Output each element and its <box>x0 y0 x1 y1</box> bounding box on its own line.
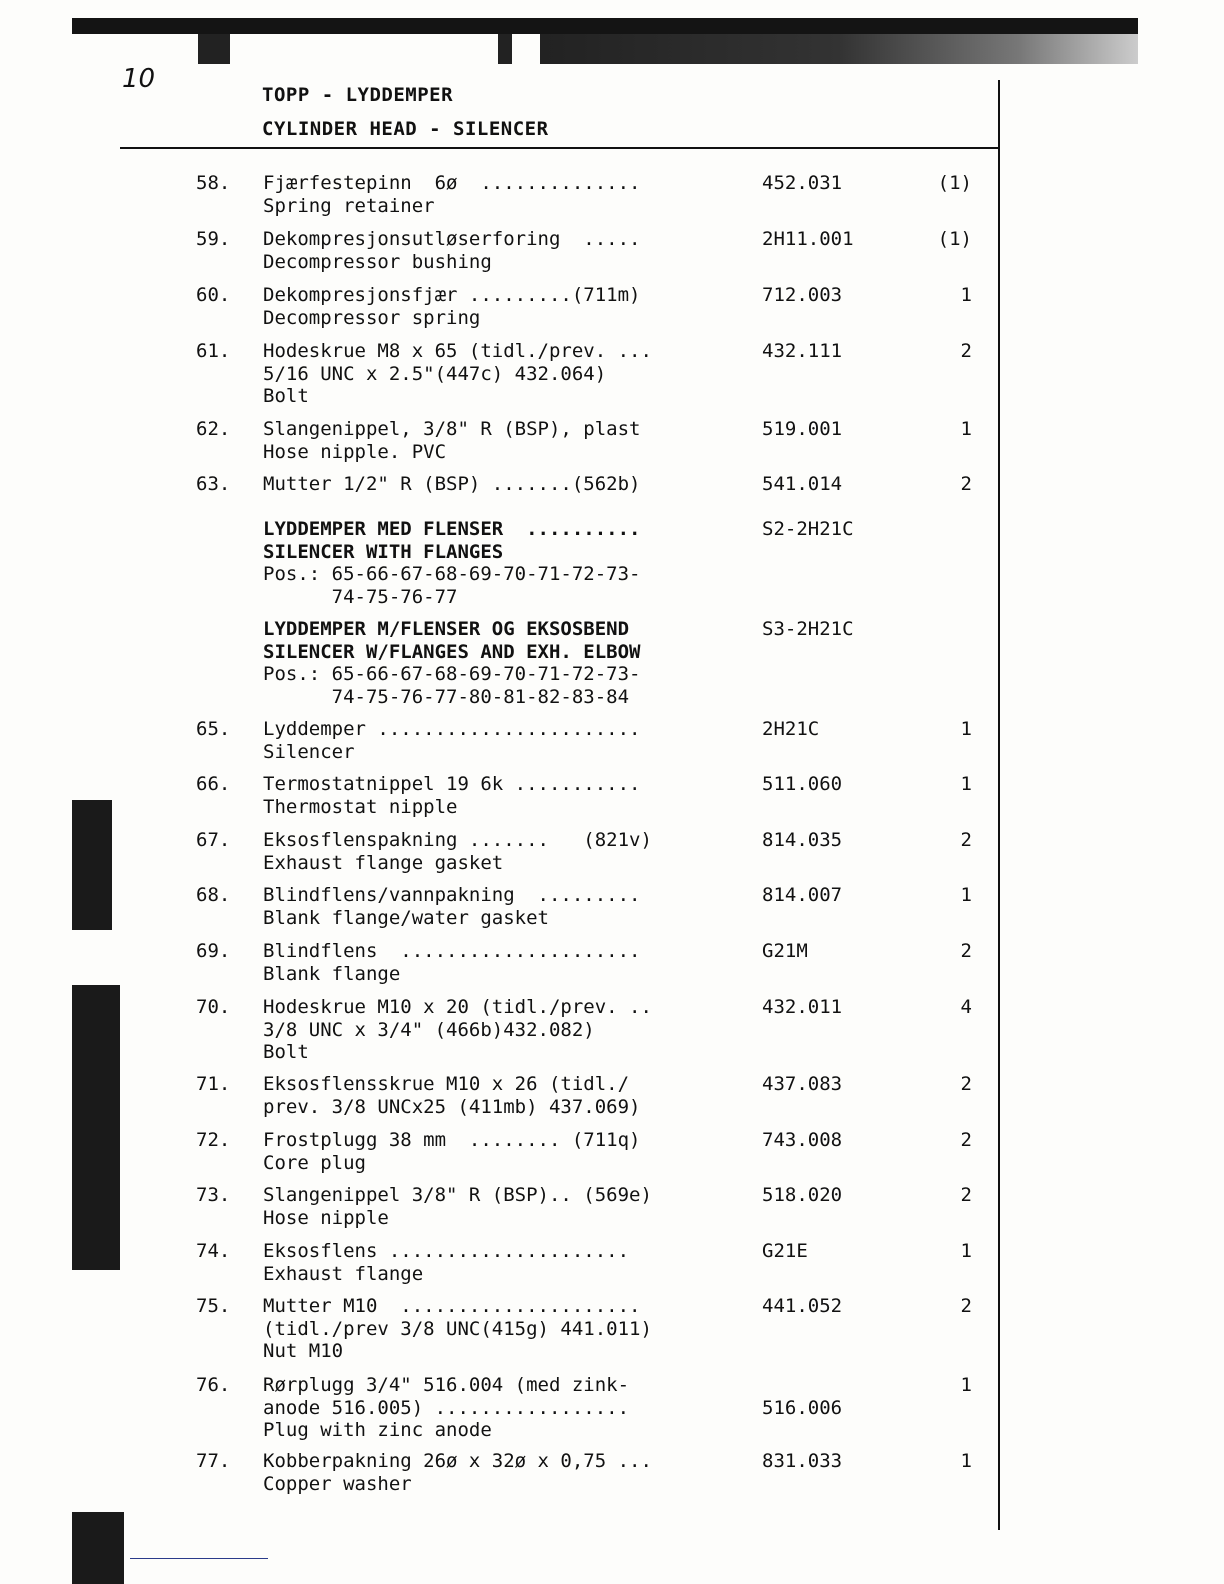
item-number: 66. <box>196 773 231 795</box>
item-description <box>263 884 641 929</box>
item-description <box>263 1374 629 1442</box>
item-number: 60. <box>196 284 231 306</box>
item-number: 72. <box>196 1129 231 1151</box>
item-description <box>263 996 652 1064</box>
description-line: Blindflens ..................... <box>263 940 641 962</box>
description-line: Dekompresjonsfjær .........(711m) <box>263 284 641 306</box>
description-line: Dekompresjonsutløserforing ..... <box>263 228 641 250</box>
item-description <box>263 829 652 874</box>
item-description <box>263 940 641 985</box>
quantity: 1 <box>960 1450 972 1472</box>
part-number: S3-2H21C <box>762 618 854 640</box>
description-line: Slangenippel 3/8" R (BSP).. (569e) <box>263 1184 652 1206</box>
description-line: 74-75-76-77 <box>263 585 458 608</box>
scan-top-bar <box>72 18 1138 34</box>
item-description <box>263 418 641 463</box>
scan-speck <box>198 34 230 64</box>
part-number: 519.001 <box>762 418 843 440</box>
item-number: 73. <box>196 1184 231 1206</box>
quantity: 2 <box>960 1129 972 1151</box>
description-line: Decompressor bushing <box>263 250 492 273</box>
item-number: 69. <box>196 940 231 962</box>
quantity: 1 <box>960 773 972 795</box>
item-description <box>263 1450 652 1495</box>
description-line: Eksosflenspakning ....... (821v) <box>263 829 652 851</box>
quantity: 1 <box>960 284 972 306</box>
item-description <box>263 1073 641 1118</box>
item-number: 75. <box>196 1295 231 1317</box>
quantity: 1 <box>960 418 972 440</box>
description-line: Hose nipple <box>263 1206 389 1229</box>
item-description <box>263 1240 629 1285</box>
part-number: 831.033 <box>762 1450 843 1472</box>
description-line: Spring retainer <box>263 194 435 217</box>
description-line: Core plug <box>263 1151 366 1174</box>
part-number: G21M <box>762 940 808 962</box>
quantity: 2 <box>960 829 972 851</box>
description-line: 3/8 UNC x 3/4" (466b)432.082) <box>263 1018 595 1041</box>
description-line: SILENCER WITH FLANGES <box>263 540 504 563</box>
item-description <box>263 340 652 408</box>
part-number: 2H21C <box>762 718 820 740</box>
quantity: 1 <box>960 884 972 906</box>
description-line: Termostatnippel 19 6k ........... <box>263 773 641 795</box>
scan-left-edge <box>72 1512 124 1584</box>
description-line: Exhaust flange gasket <box>263 851 504 874</box>
item-number: 68. <box>196 884 231 906</box>
description-line: Copper washer <box>263 1472 412 1495</box>
description-line: Mutter M10 ..................... <box>263 1295 641 1317</box>
description-line: prev. 3/8 UNCx25 (411mb) 437.069) <box>263 1095 641 1118</box>
quantity: (1) <box>937 172 972 194</box>
description-line: Kobberpakning 26ø x 32ø x 0,75 ... <box>263 1450 652 1472</box>
part-number: 541.014 <box>762 473 843 495</box>
item-description <box>263 718 641 763</box>
scan-left-edge <box>72 800 112 930</box>
description-line: Fjærfestepinn 6ø .............. <box>263 172 641 194</box>
item-description <box>263 618 641 708</box>
scan-speck <box>498 34 512 64</box>
item-description <box>263 473 641 496</box>
description-line: Hodeskrue M8 x 65 (tidl./prev. ... <box>263 340 652 362</box>
item-description <box>263 228 641 273</box>
part-number: 511.060 <box>762 773 843 795</box>
description-line: Exhaust flange <box>263 1262 424 1285</box>
quantity: 2 <box>960 1184 972 1206</box>
bottom-underline <box>130 1558 268 1559</box>
item-description <box>263 172 641 217</box>
description-line: Bolt <box>263 1041 309 1063</box>
part-number: 518.020 <box>762 1184 843 1206</box>
quantity: 2 <box>960 473 972 495</box>
description-line: 5/16 UNC x 2.5"(447c) 432.064) <box>263 362 607 385</box>
part-number: 814.035 <box>762 829 843 851</box>
item-number: 58. <box>196 172 231 194</box>
description-line: Plug with zinc anode <box>263 1419 492 1441</box>
description-line: Slangenippel, 3/8" R (BSP), plast <box>263 418 641 440</box>
item-number: 71. <box>196 1073 231 1095</box>
item-number: 62. <box>196 418 231 440</box>
description-line: Rørplugg 3/4" 516.004 (med zink- <box>263 1374 630 1396</box>
description-line: Blank flange <box>263 962 401 985</box>
item-number: 74. <box>196 1240 231 1262</box>
part-number: 712.003 <box>762 284 843 306</box>
part-number: 2H11.001 <box>762 228 854 250</box>
description-line: Mutter 1/2" R (BSP) .......(562b) <box>263 473 641 495</box>
quantity: 4 <box>960 996 972 1018</box>
item-description <box>263 518 641 608</box>
item-description <box>263 773 641 818</box>
item-description <box>263 284 641 329</box>
quantity: 1 <box>960 718 972 740</box>
item-number: 67. <box>196 829 231 851</box>
description-line: Bolt <box>263 385 309 407</box>
description-line: Thermostat nipple <box>263 795 458 818</box>
description-line: Hodeskrue M10 x 20 (tidl./prev. .. <box>263 996 652 1018</box>
description-line: anode 516.005) ................. <box>263 1396 630 1419</box>
part-number: G21E <box>762 1240 808 1262</box>
scan-top-shade <box>540 34 1138 64</box>
description-line: LYDDEMPER MED FLENSER .......... <box>263 518 641 540</box>
description-line: Eksosflensskrue M10 x 26 (tidl./ <box>263 1073 630 1095</box>
description-line: SILENCER W/FLANGES AND EXH. ELBOW <box>263 640 641 663</box>
description-line: 74-75-76-77-80-81-82-83-84 <box>263 685 630 708</box>
part-number: 452.031 <box>762 172 843 194</box>
column-divider <box>998 80 1000 1530</box>
item-number: 70. <box>196 996 231 1018</box>
quantity: 1 <box>960 1240 972 1262</box>
description-line: Pos.: 65-66-67-68-69-70-71-72-73- <box>263 563 641 585</box>
item-description <box>263 1295 652 1363</box>
quantity: 2 <box>960 940 972 962</box>
item-number: 76. <box>196 1374 231 1396</box>
part-number: 432.111 <box>762 340 843 362</box>
description-line: Pos.: 65-66-67-68-69-70-71-72-73- <box>263 663 641 685</box>
description-line: Hose nipple. PVC <box>263 440 447 463</box>
description-line: Decompressor spring <box>263 306 481 329</box>
item-number: 65. <box>196 718 231 740</box>
part-number: 743.008 <box>762 1129 843 1151</box>
quantity: 1 <box>960 1374 972 1396</box>
description-line: Blank flange/water gasket <box>263 906 549 929</box>
item-number: 63. <box>196 473 231 495</box>
description-line: LYDDEMPER M/FLENSER OG EKSOSBEND <box>263 618 630 640</box>
description-line: Frostplugg 38 mm ........ (711q) <box>263 1129 641 1151</box>
part-number: 516.006 <box>762 1396 843 1419</box>
item-number: 61. <box>196 340 231 362</box>
part-number: 814.007 <box>762 884 843 906</box>
part-number: 437.083 <box>762 1073 843 1095</box>
quantity: (1) <box>937 228 972 250</box>
item-number: 59. <box>196 228 231 250</box>
quantity: 2 <box>960 1073 972 1095</box>
page-number: 10 <box>122 64 156 94</box>
item-description <box>263 1184 652 1229</box>
description-line: Lyddemper ....................... <box>263 718 641 740</box>
scan-left-edge <box>72 985 120 1270</box>
description-line: Silencer <box>263 740 355 763</box>
title-english: CYLINDER HEAD - SILENCER <box>262 118 549 140</box>
item-number: 77. <box>196 1450 231 1472</box>
item-description <box>263 1129 641 1174</box>
quantity: 2 <box>960 340 972 362</box>
title-norwegian: TOPP - LYDDEMPER <box>262 84 454 106</box>
quantity: 2 <box>960 1295 972 1317</box>
header-divider <box>120 147 1000 149</box>
description-line: (tidl./prev 3/8 UNC(415g) 441.011) <box>263 1317 652 1340</box>
description-line: Nut M10 <box>263 1340 344 1362</box>
part-number: S2-2H21C <box>762 518 854 540</box>
part-number: 432.011 <box>762 996 843 1018</box>
description-line: Blindflens/vannpakning ......... <box>263 884 641 906</box>
description-line: Eksosflens ..................... <box>263 1240 630 1262</box>
part-number: 441.052 <box>762 1295 843 1317</box>
